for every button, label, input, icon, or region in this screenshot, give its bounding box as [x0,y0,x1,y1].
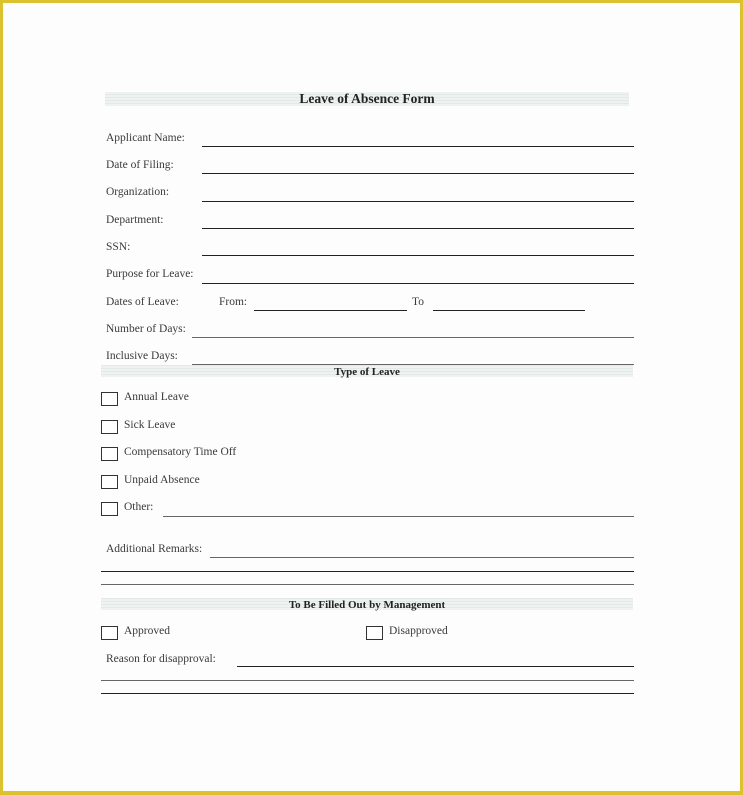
annual-leave-label: Annual Leave [124,391,189,403]
other-field[interactable] [163,516,634,517]
management-heading: To Be Filled Out by Management [101,598,633,610]
applicant-name-label: Applicant Name: [106,132,185,144]
additional-remarks-field[interactable] [210,557,634,558]
purpose-field[interactable] [202,283,634,284]
sick-leave-checkbox[interactable] [101,420,118,434]
additional-remarks-line-2[interactable] [101,571,634,572]
sick-leave-label: Sick Leave [124,419,176,431]
organization-label: Organization: [106,186,170,198]
reason-line-3[interactable] [101,693,634,694]
approved-checkbox[interactable] [101,626,118,640]
department-label: Department: [106,214,164,226]
number-of-days-label: Number of Days: [106,323,186,335]
reason-for-disapproval-field[interactable] [237,666,634,667]
from-date-field[interactable] [254,310,407,311]
inclusive-days-label: Inclusive Days: [106,350,178,362]
ssn-label: SSN: [106,241,131,253]
ssn-field[interactable] [202,255,634,256]
to-label: To [412,296,424,308]
reason-line-2[interactable] [101,680,634,681]
compensatory-time-off-label: Compensatory Time Off [124,446,237,458]
other-checkbox[interactable] [101,502,118,516]
form-title: Leave of Absence Form [105,92,629,106]
date-of-filing-label: Date of Filing: [106,159,174,171]
type-of-leave-heading: Type of Leave [101,365,633,377]
compensatory-time-off-checkbox[interactable] [101,447,118,461]
other-label: Other: [124,501,154,513]
unpaid-absence-checkbox[interactable] [101,475,118,489]
disapproved-label: Disapproved [389,625,448,637]
additional-remarks-label: Additional Remarks: [106,543,203,555]
applicant-name-field[interactable] [202,146,634,147]
disapproved-checkbox[interactable] [366,626,383,640]
to-date-field[interactable] [433,310,585,311]
annual-leave-checkbox[interactable] [101,392,118,406]
reason-for-disapproval-label: Reason for disapproval: [106,653,216,665]
date-of-filing-field[interactable] [202,173,634,174]
additional-remarks-line-3[interactable] [101,584,634,585]
approved-label: Approved [124,625,170,637]
department-field[interactable] [202,228,634,229]
unpaid-absence-label: Unpaid Absence [124,474,200,486]
from-label: From: [219,296,248,308]
purpose-label: Purpose for Leave: [106,268,194,280]
number-of-days-field[interactable] [192,337,634,338]
dates-of-leave-label: Dates of Leave: [106,296,179,308]
organization-field[interactable] [202,201,634,202]
